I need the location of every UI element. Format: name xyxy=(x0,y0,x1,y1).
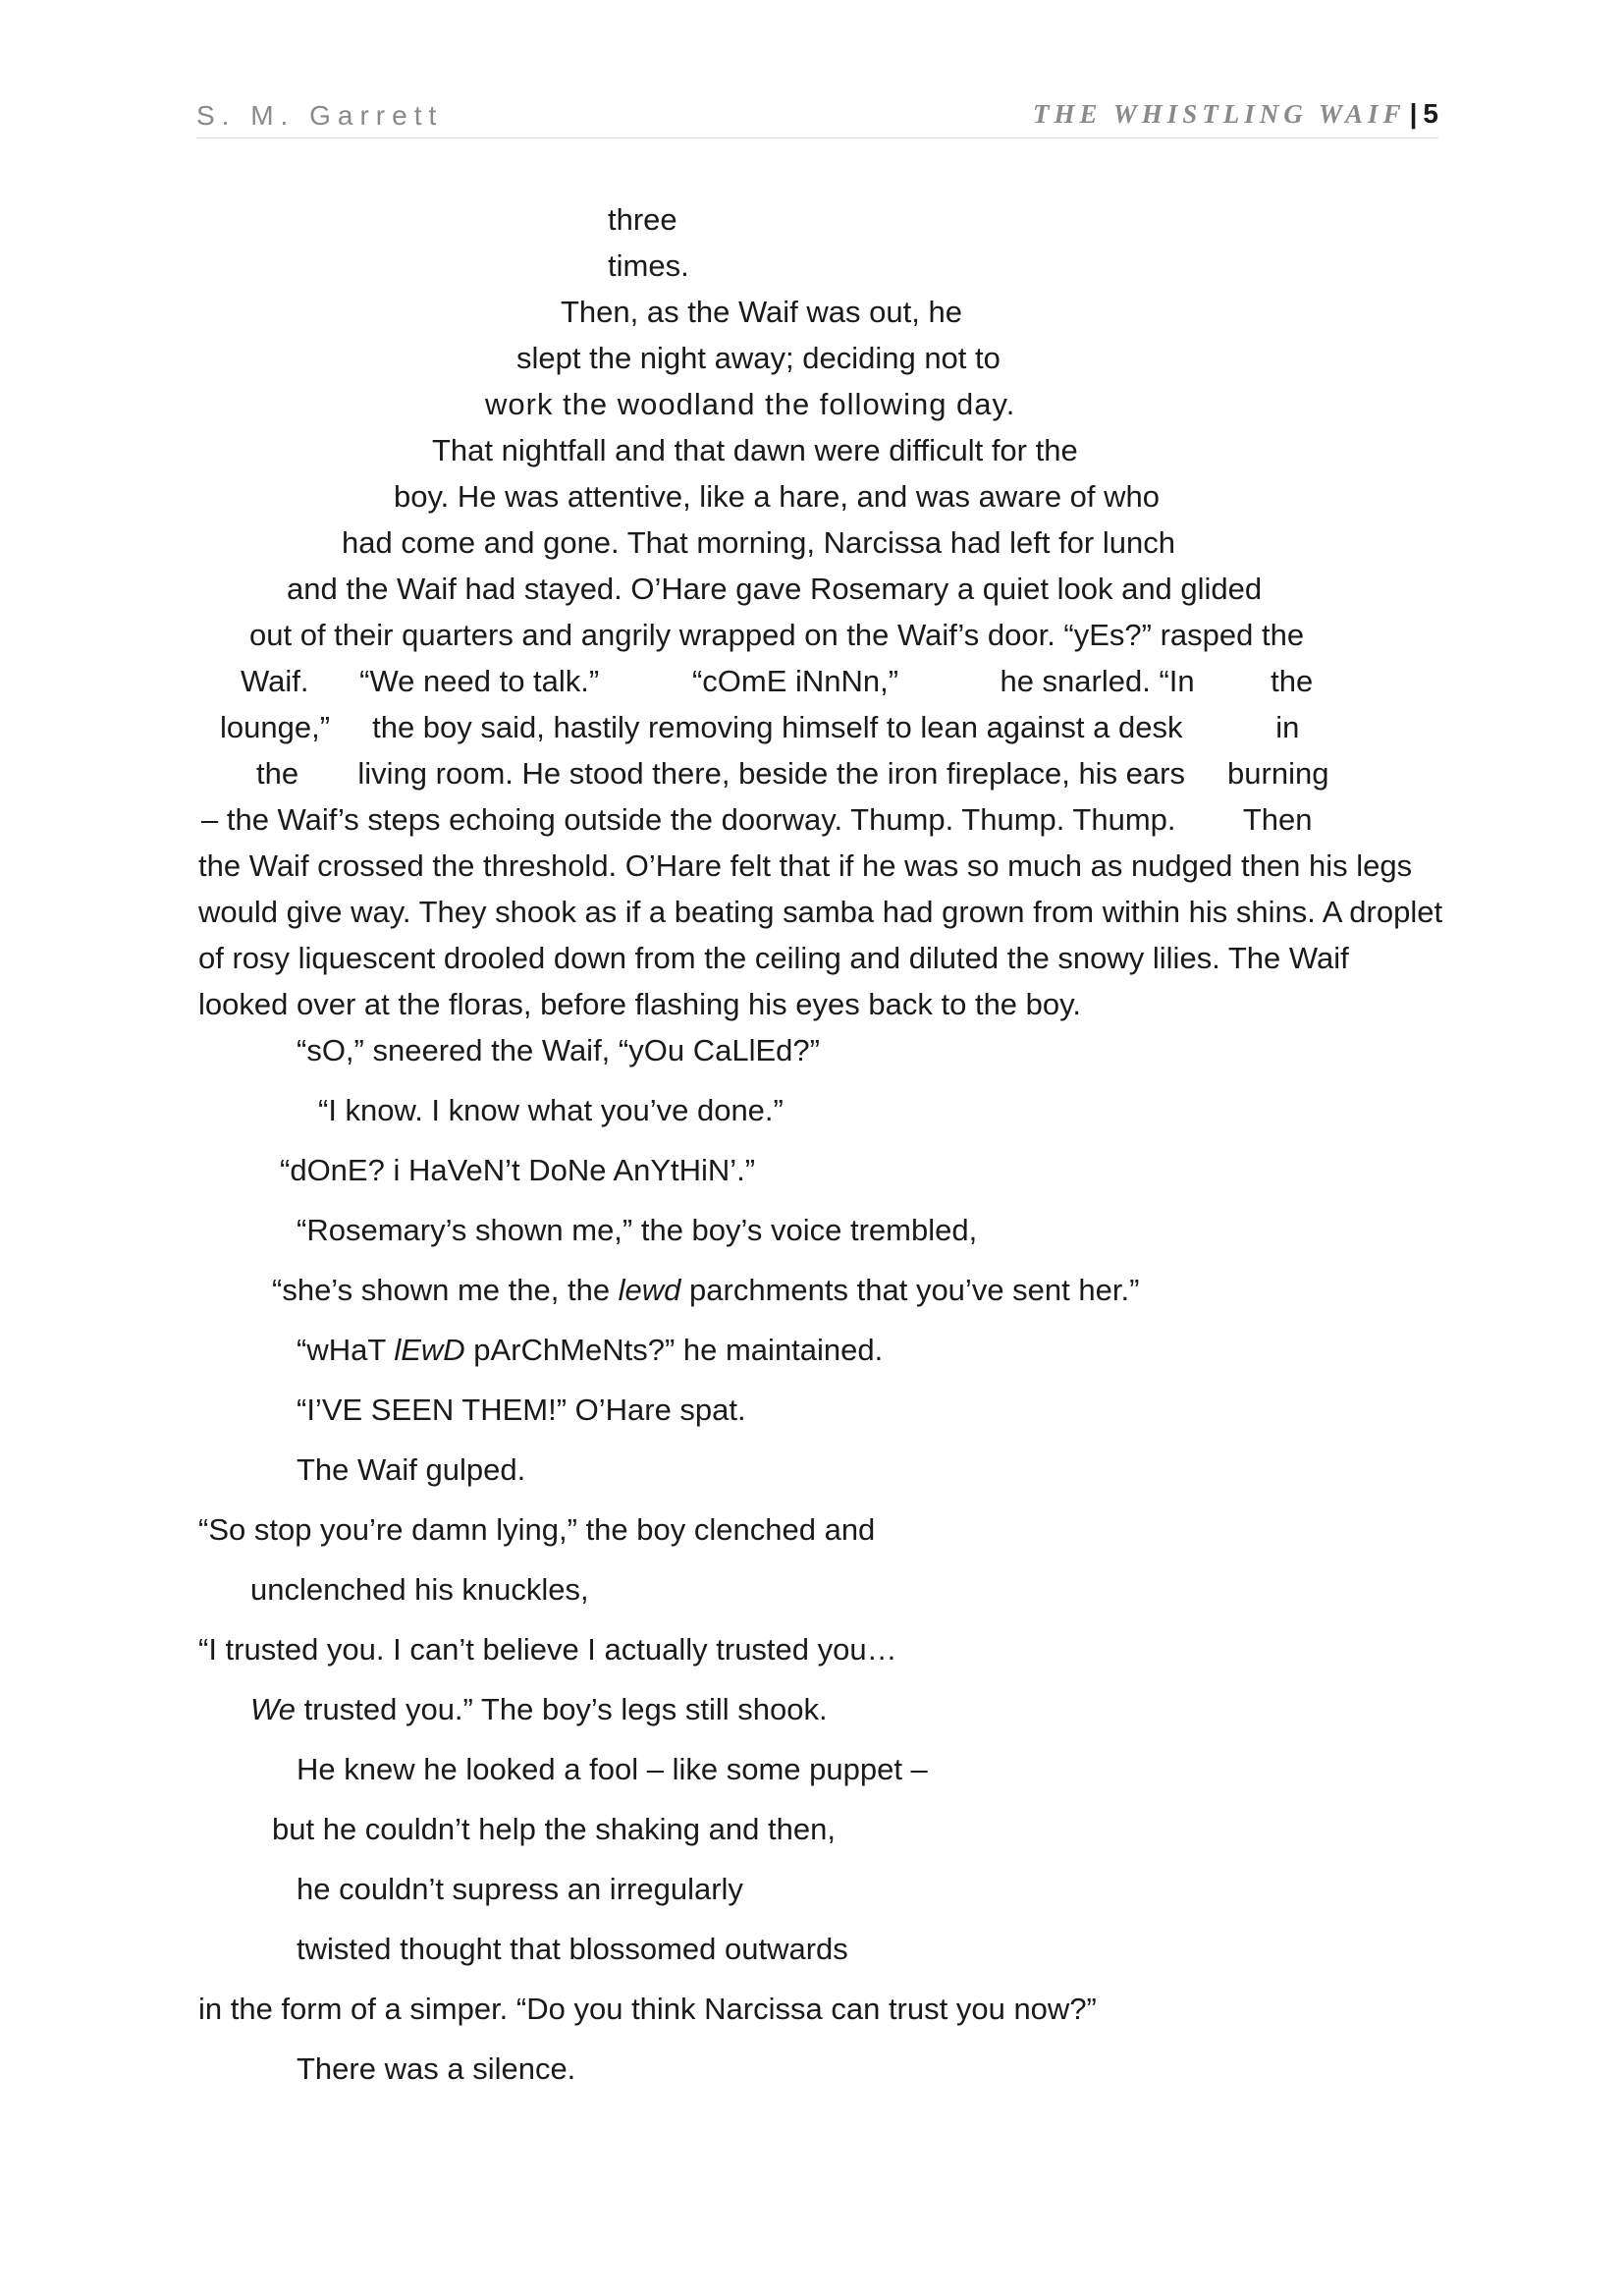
dialogue-line xyxy=(297,1332,883,1369)
dialogue-line: “Rosemary’s shown me,” the boy’s voice trembled, xyxy=(297,1213,978,1247)
dialogue-line: “I trusted you. I can’t believe I actually trusted you… xyxy=(198,1632,897,1667)
text-run: “wHaT xyxy=(297,1333,395,1367)
text-line: work the woodland the following day. xyxy=(485,387,1016,421)
text-line: had come and gone. That morning, Narcissa had left for lunch xyxy=(342,525,1175,560)
page-number: 5 xyxy=(1423,98,1438,129)
page-header xyxy=(196,98,1438,138)
dialogue-line: he couldn’t supress an irregularly xyxy=(297,1872,743,1906)
dialogue-line xyxy=(272,1272,1139,1309)
italic-emphasis: We xyxy=(250,1692,296,1726)
text-line: boy. He was attentive, like a hare, and was aware of who xyxy=(394,479,1161,514)
header-title-group xyxy=(1033,98,1438,130)
dialogue-line: twisted thought that blossomed outwards xyxy=(297,1932,848,1966)
text-line: the Waif crossed the threshold. O’Hare felt that if he was so much as nudged then his legs xyxy=(198,848,1413,883)
text-line: looked over at the floras, before flashing his eyes back to the boy. xyxy=(198,987,1081,1021)
text-line: the living room. He stood there, beside the iron fireplace, his ears burning xyxy=(256,756,1329,791)
italic-emphasis: lewd xyxy=(618,1273,681,1307)
text-line: of rosy liquescent drooled down from the ceiling and diluted the snowy lilies. The Waif xyxy=(198,941,1349,975)
text-line: That nightfall and that dawn were difficult for the xyxy=(432,433,1078,467)
dialogue-line: The Waif gulped. xyxy=(297,1452,526,1487)
dialogue-line xyxy=(250,1691,828,1728)
dialogue-line: “So stop you’re damn lying,” the boy clenched and xyxy=(198,1512,876,1547)
text-run: parchments that you’ve sent her.” xyxy=(680,1273,1140,1307)
text-run: trusted you.” The boy’s legs still shook. xyxy=(295,1692,828,1726)
dialogue-line: but he couldn’t help the shaking and then, xyxy=(272,1812,836,1846)
text-line: Waif. “We need to talk.” “cOmE iNnNn,” he snarled. “In the xyxy=(241,664,1314,698)
dialogue-line: unclenched his knuckles, xyxy=(250,1572,589,1607)
text-line: and the Waif had stayed. O’Hare gave Rosemary a quiet look and glided xyxy=(287,572,1263,606)
text-line: slept the night away; deciding not to xyxy=(516,341,1001,375)
text-run: pArChMeNts?” he maintained. xyxy=(464,1333,884,1367)
italic-emphasis: lEwD xyxy=(394,1333,465,1367)
dialogue-line: “dOnE? i HaVeN’t DoNe AnYtHiN’.” xyxy=(280,1153,756,1187)
dialogue-line: in the form of a simper. “Do you think Narcissa can trust you now?” xyxy=(198,1992,1097,2026)
text-line: – the Waif’s steps echoing outside the doorway. Thump. Thump. Thump. Then xyxy=(201,802,1313,837)
text-line: three xyxy=(608,202,677,237)
text-line: out of their quarters and angrily wrapped on the Waif’s door. “yEs?” rasped the xyxy=(249,618,1305,652)
text-run: “she’s shown me the, the xyxy=(272,1273,619,1307)
text-line: would give way. They shook as if a beating samba had grown from within his shins. A droplet xyxy=(198,895,1443,929)
text-line: lounge,” the boy said, hastily removing himself to lean against a desk in xyxy=(220,710,1300,744)
dialogue-line: “I’VE SEEN THEM!” O’Hare spat. xyxy=(297,1393,746,1427)
dialogue-line: “sO,” sneered the Waif, “yOu CaLlEd?” xyxy=(297,1033,820,1067)
dialogue-line: There was a silence. xyxy=(297,2051,576,2086)
header-separator: | xyxy=(1409,98,1418,129)
author-name: S. M. Garrett xyxy=(196,100,444,131)
dialogue-line: He knew he looked a fool – like some puppet – xyxy=(297,1752,928,1786)
book-title: THE WHISTLING WAIF xyxy=(1033,99,1406,129)
text-line: times. xyxy=(608,248,689,283)
dialogue-line: “I know. I know what you’ve done.” xyxy=(318,1093,784,1127)
text-line: Then, as the Waif was out, he xyxy=(561,295,962,329)
